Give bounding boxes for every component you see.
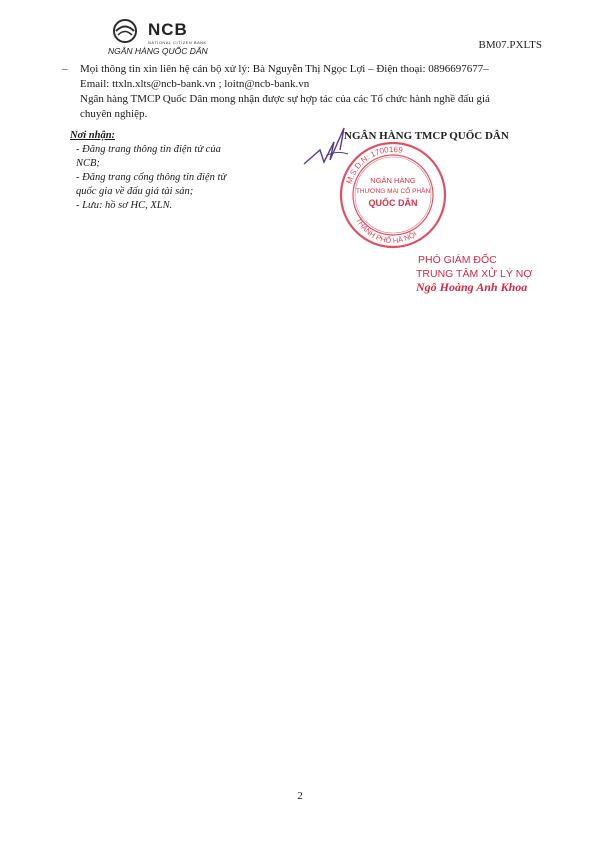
contact-line [62,62,542,77]
recipient-item: NCB; [76,158,100,169]
company-stamp [338,140,448,250]
body-text [62,62,542,122]
logo-subtitle: NATIONAL CITIZEN BANK [148,40,207,45]
stamp-city: THÀNH PHỐ HÀ NỘI [354,216,419,246]
recipient-item: - Đăng trang thông tin điện tử của [76,144,221,155]
thanks-line-1: Ngân hàng TMCP Quốc Dân mong nhận được sự hợp tác của các Tổ chức hành nghề đấu giá [80,93,490,105]
signature-block [300,120,560,294]
organization-name: NGÂN HÀNG TMCP QUỐC DÂN [344,130,509,142]
recipient-item: - Lưu: hồ sơ HC, XLN. [76,200,173,211]
document-code: BM07.PXLTS [478,39,542,51]
contact-line-2: Email: ttxln.xlts@ncb-bank.vn ; loitn@ncb-bank.vn [80,78,310,90]
recipients-title: Nơi nhận: [70,130,116,141]
recipient-item: - Đăng trang cổng thông tin điện tử [76,172,227,183]
signer-position-2: TRUNG TÂM XỬ LÝ NỢ [416,268,533,280]
recipients-block [70,129,270,213]
logo-name: NCB [148,20,188,39]
stamp-line-2: THƯƠNG MẠI CỔ PHẦN [355,188,431,195]
contact-line-1: Mọi thông tin xin liên hệ cán bộ xử lý: Bà Nguyễn Thị Ngọc Lợi – Điện thoại: 0896697677– [80,63,489,75]
svg-text:THÀNH PHỐ HÀ NỘI [354,216,418,245]
thanks-line-2: chuyên nghiệp. [80,108,148,120]
bullet-dash: – [62,63,68,75]
page-number: 2 [297,790,303,802]
stamp-line-3: QUỐC DÂN [368,198,418,208]
stamp-code: M.S.D.N: 1700169 [344,144,404,185]
signer-name: Ngô Hoàng Anh Khoa [416,280,528,294]
ncb-logo-icon [108,18,142,44]
stamp-line-1: NGÂN HÀNG [370,176,416,185]
ncb-logo [108,18,228,58]
signer-position-1: PHÓ GIÁM ĐỐC [418,254,497,266]
recipient-item: quốc gia về đấu giá tài sản; [76,186,194,197]
logo-tagline: NGÂN HÀNG QUỐC DÂN [108,46,208,56]
